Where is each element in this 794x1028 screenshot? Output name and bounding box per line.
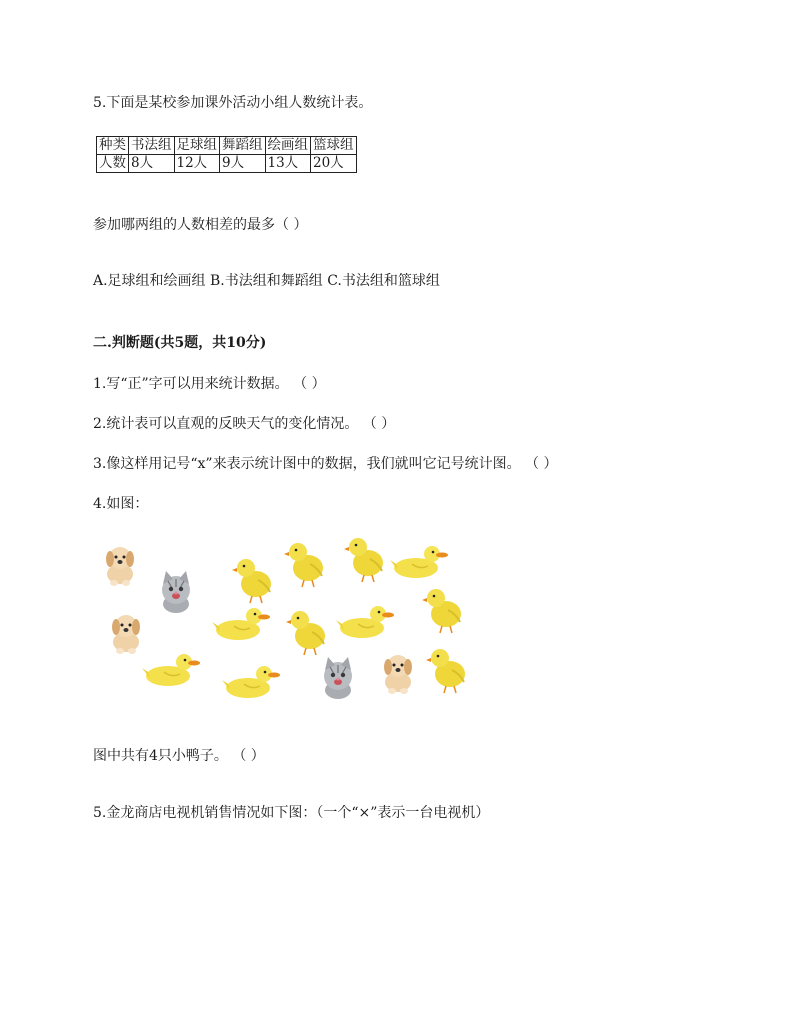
puppy-icon xyxy=(112,615,140,654)
table-cell: 9人 xyxy=(220,155,266,173)
kitten-icon xyxy=(324,657,352,699)
judge-item-3: 3.像这样用记号“x”来表示统计图中的数据，我们就叫它记号统计图。 （ ） xyxy=(93,456,558,472)
duck-icon xyxy=(212,608,270,640)
table-cell: 足球组 xyxy=(174,137,220,155)
q5-tv-sales: 5.金龙商店电视机销售情况如下图：（一个“×”表示一台电视机） xyxy=(93,805,490,821)
table-cell: 13人 xyxy=(265,155,311,173)
judge-item-1: 1.写“正”字可以用来统计数据。 （ ） xyxy=(93,376,326,392)
q5-options: A.足球组和绘画组 B.书法组和舞蹈组 C.书法组和篮球组 xyxy=(93,273,440,289)
table-row xyxy=(97,137,357,155)
judge-item-4: 4.如图： xyxy=(93,496,149,512)
chick-icon xyxy=(232,559,271,603)
q5-question: 参加哪两组的人数相差的最多（ ） xyxy=(93,217,308,233)
duck-icon xyxy=(142,654,200,686)
table-cell: 篮球组 xyxy=(311,137,357,155)
puppy-icon xyxy=(106,547,134,586)
table-cell: 舞蹈组 xyxy=(220,137,266,155)
judge-item-2: 2.统计表可以直观的反映天气的变化情况。 （ ） xyxy=(93,416,396,432)
table-cell: 种类 xyxy=(97,137,129,155)
section-heading: 二.判断题(共5题，共10分) xyxy=(93,335,267,351)
q4-statement: 图中共有4只小鸭子。 （ ） xyxy=(93,748,265,764)
q5-intro: 5.下面是某校参加课外活动小组人数统计表。 xyxy=(93,95,373,111)
table-cell: 人数 xyxy=(97,155,129,173)
chick-icon xyxy=(344,538,383,582)
table-cell: 书法组 xyxy=(129,137,175,155)
duck-icon xyxy=(222,666,280,698)
chick-icon xyxy=(286,611,325,655)
kitten-icon xyxy=(162,571,190,613)
puppy-icon xyxy=(384,655,412,694)
chick-icon xyxy=(422,589,461,633)
table-cell: 8人 xyxy=(129,155,175,173)
table-cell: 12人 xyxy=(174,155,220,173)
table-cell: 20人 xyxy=(311,155,357,173)
duck-icon xyxy=(336,606,394,638)
chick-icon xyxy=(284,543,323,587)
animals-illustration xyxy=(90,530,490,710)
table-cell: 绘画组 xyxy=(265,137,311,155)
activity-stats-table xyxy=(96,136,357,173)
chick-icon xyxy=(426,649,465,693)
table-row xyxy=(97,155,357,173)
duck-icon xyxy=(390,546,448,578)
